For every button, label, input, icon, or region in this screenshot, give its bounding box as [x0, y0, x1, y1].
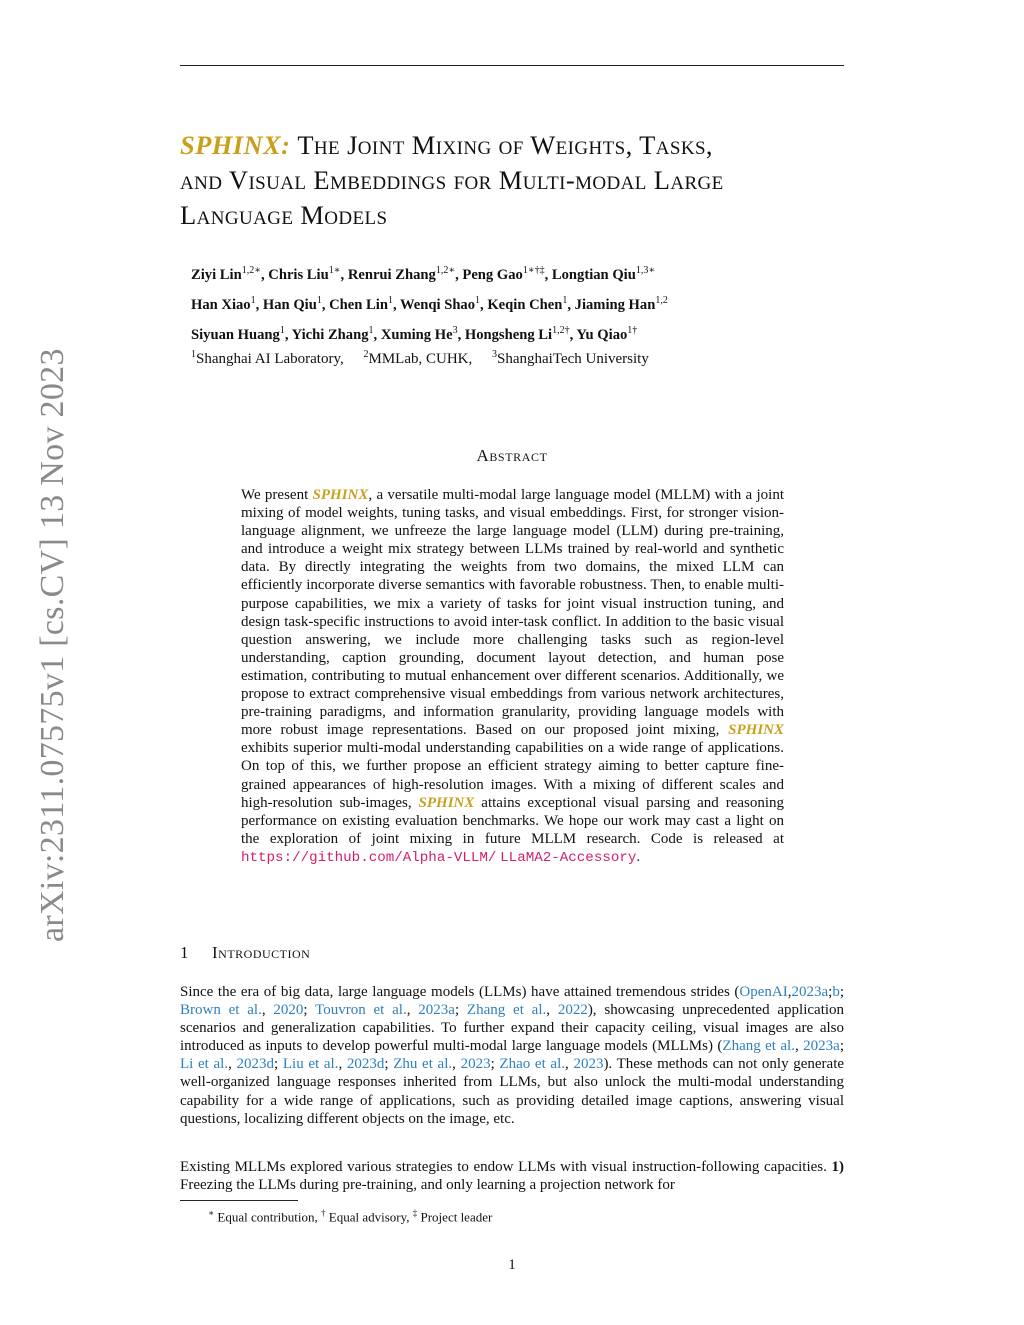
arxiv-identifier: arXiv:2311.07575v1 [cs.CV] 13 Nov 2023 — [34, 348, 71, 942]
citation-link[interactable]: Touvron et al. — [315, 1002, 407, 1019]
citation-link[interactable]: 2023a — [791, 984, 829, 1000]
author-name: Chen Lin — [329, 296, 388, 313]
section-heading-introduction — [180, 943, 310, 963]
citation-link[interactable]: 2023d — [346, 1056, 385, 1073]
citation-link[interactable]: Zhang et al. — [466, 1002, 547, 1019]
citation-link[interactable]: Li et al. — [180, 1056, 229, 1073]
abstract-body: We present SPHINX, a versatile multi-modal large language model (MLLM) with a joint mixing of model weights, tuning tasks, and visual embeddings. First, for stronger vision-language alignment, we unfreeze the large language model (LLM) during pre-training, and introduce a weight mix strategy between LLMs trained by real-world and synthetic data. By directly integrating the weights from two domains, the mixed LLM can efficiently incorporate diverse semantics with favorable robustness. Then, to enable multi-purpose capabilities, we mix a variety of tasks for joint visual instruction tuning, and design task-specific instructions to avoid inter-task conflict. In addition to the basic visual question answering, we include more challenging tasks such as region-level understanding, caption grounding, document layout detection, and human pose estimation, contributing to mutual enhancement over different scenarios. Additionally, we propose to extract comprehensive visual embeddings from various network architectures, pre-training paradigms, and information granularity, providing language models with more robust image representations. Based on our proposed joint mixing, SPHINX exhibits superior multi-modal understanding capabilities on a wide range of applications. On top of this, we further propose an efficient strategy aiming to better capture fine-grained appearances of high-resolution images. With a mixing of different scales and high-resolution sub-images, SPHINX attains exceptional visual parsing and reasoning performance on existing evaluation benchmarks. We hope our work may cast a light on the exploration of joint mixing in future MLLM research. Code is released at https://github.com/Alpha-VLLM/ LLaMA2-Accessory. — [241, 487, 785, 866]
affiliation: $^1$Shanghai AI Laboratory, — [191, 349, 344, 367]
author-affil: 3 — [452, 324, 458, 336]
code-link-cont[interactable]: LLaMA2-Accessory — [500, 849, 637, 866]
author-line-2: Han Xiao$^1$, Han Qiu$^1$, Chen Lin$^1$, Wenqi Shao$^1$, Keqin Chen$^1$, Jiaming Han$^{1,2}$ — [191, 294, 668, 313]
citation-link[interactable]: 2020 — [273, 1002, 304, 1019]
author-name: Wenqi Shao — [400, 296, 476, 313]
author-line-1: Ziyi Lin$^{1,2∗}$, Chris Liu$^{1∗}$, Renrui Zhang$^{1,2∗}$, Peng Gao$^{1∗\dagger\ddagger}$, Longtian Qiu$^{1,3∗}$ — [191, 265, 656, 283]
section-title: Introduction — [212, 943, 311, 962]
affiliation: $^3$ShanghaiTech University — [492, 349, 649, 367]
author-affil: 1 — [387, 294, 393, 306]
citation-link[interactable]: Zhao et al. — [499, 1056, 565, 1073]
affiliations — [191, 349, 649, 368]
author-name: Longtian Qiu — [551, 266, 636, 283]
author-affil: 1,2∗ — [435, 265, 456, 276]
citation-link[interactable]: Brown et al. — [180, 1002, 262, 1019]
top-rule — [180, 65, 844, 66]
author-affil: 1∗†‡ — [522, 265, 545, 276]
citation-link[interactable]: 2023 — [460, 1056, 491, 1073]
author-name: Keqin Chen — [487, 296, 563, 313]
author-name: Han Qiu — [262, 296, 317, 313]
author-line-3: Siyuan Huang$^1$, Yichi Zhang$^1$, Xuming He$^3$, Hongsheng $Li^{1,2\dagger}$, Yu Qiao$^{1\dagger}$ — [191, 324, 638, 343]
author-affil: 1 — [250, 294, 256, 306]
author-list — [191, 258, 851, 348]
affiliation: $^2$MMLab, CUHK, — [363, 349, 473, 367]
footnote-rule — [180, 1200, 298, 1201]
author-affil: 1 — [475, 294, 481, 306]
paper-title — [180, 128, 850, 233]
author-affil: 1 — [279, 324, 285, 336]
page-number: 1 — [508, 1257, 516, 1273]
code-link[interactable]: https://github.com/Alpha-VLLM/ — [241, 849, 497, 866]
title-line-3: Language Models — [180, 200, 388, 230]
intro-paragraph-2: Existing MLLMs explored various strategies to endow LLMs with visual instruction-following capacities. 1) Freezing the LLMs during pre-training, and only learning a projection network for — [180, 1159, 845, 1194]
citation-link[interactable]: OpenAI — [739, 984, 788, 1000]
citation-link[interactable]: Zhu et al. — [393, 1056, 453, 1073]
author-name: Renrui Zhang — [347, 266, 436, 283]
brand-name: SPHINX — [312, 487, 369, 503]
author-name: Xuming He — [380, 326, 453, 343]
citation-link[interactable]: 2023d — [236, 1056, 275, 1073]
citation-link[interactable]: 2022 — [557, 1002, 588, 1019]
title-line-2: and Visual Embeddings for Multi-modal Large — [180, 165, 724, 195]
author-affil: 1∗ — [328, 265, 341, 276]
citation-link[interactable]: 2023a — [418, 1002, 455, 1019]
author-affil: 1 — [316, 294, 322, 306]
brand-name: SPHINX — [728, 722, 785, 739]
intro-paragraph-1: Since the era of big data, large language models (LLMs) have attained tremendous strides (OpenAI,2023a;b; Brown et al., 2020; Touvron et al., 2023a; Zhang et al., 2022), showcasing unprecedented application scenarios and generalization capabilities. To further expand their capacity ceiling, visual images are also introduced as inputs to develop powerful multi-modal large language models (MLLMs) (Zhang et al., 2023a; Li et al., 2023d; Liu et al., 2023d; Zhu et al., 2023; Zhao et al., 2023). These methods can not only generate well-organized language responses inherited from LLMs, but also unlock the multi-modal understanding capability for a wide range of applications, such as providing detailed image captions, answering visual questions, localizing different objects on the image, etc. — [180, 984, 845, 1127]
author-name: Peng Gao — [462, 266, 523, 283]
author-affil: 1 — [368, 324, 374, 336]
list-marker: 1) — [831, 1159, 845, 1175]
title-line-1: The Joint Mixing of Weights, Tasks, — [297, 130, 713, 160]
brand-name: SPHINX — [418, 794, 475, 811]
author-name: Siyuan Huang — [191, 326, 280, 343]
author-name: Hongsheng Li — [464, 326, 553, 343]
author-name: Ziyi Lin — [191, 266, 242, 283]
footnote: ∗ Equal contribution, † Equal advisory, ‡ Project leader — [208, 1208, 493, 1225]
author-affil: 1,3∗ — [635, 265, 656, 276]
author-affil: 1 — [562, 294, 568, 306]
title-brand: SPHINX: — [180, 130, 291, 160]
author-affil: 1,2† — [552, 324, 570, 336]
author-affil: 1,2 — [655, 294, 668, 306]
abstract-heading: Abstract — [476, 446, 548, 465]
citation-link[interactable]: b — [832, 984, 840, 1000]
citation-link[interactable]: 2023a — [803, 1038, 840, 1055]
section-number: 1 — [180, 943, 189, 962]
citation-link[interactable]: 2023 — [573, 1056, 604, 1073]
citation-link[interactable]: Liu et al. — [282, 1056, 339, 1073]
author-name: Han Xiao — [191, 296, 251, 313]
citation-link[interactable]: Zhang et al. — [722, 1038, 795, 1055]
author-affil: 1† — [627, 324, 638, 336]
author-name: Jiaming Han — [574, 296, 656, 313]
author-name: Yichi Zhang — [291, 326, 369, 343]
author-name: Chris Liu — [268, 266, 329, 283]
author-name: Yu Qiao — [576, 326, 628, 343]
author-affil: 1,2∗ — [241, 265, 261, 276]
